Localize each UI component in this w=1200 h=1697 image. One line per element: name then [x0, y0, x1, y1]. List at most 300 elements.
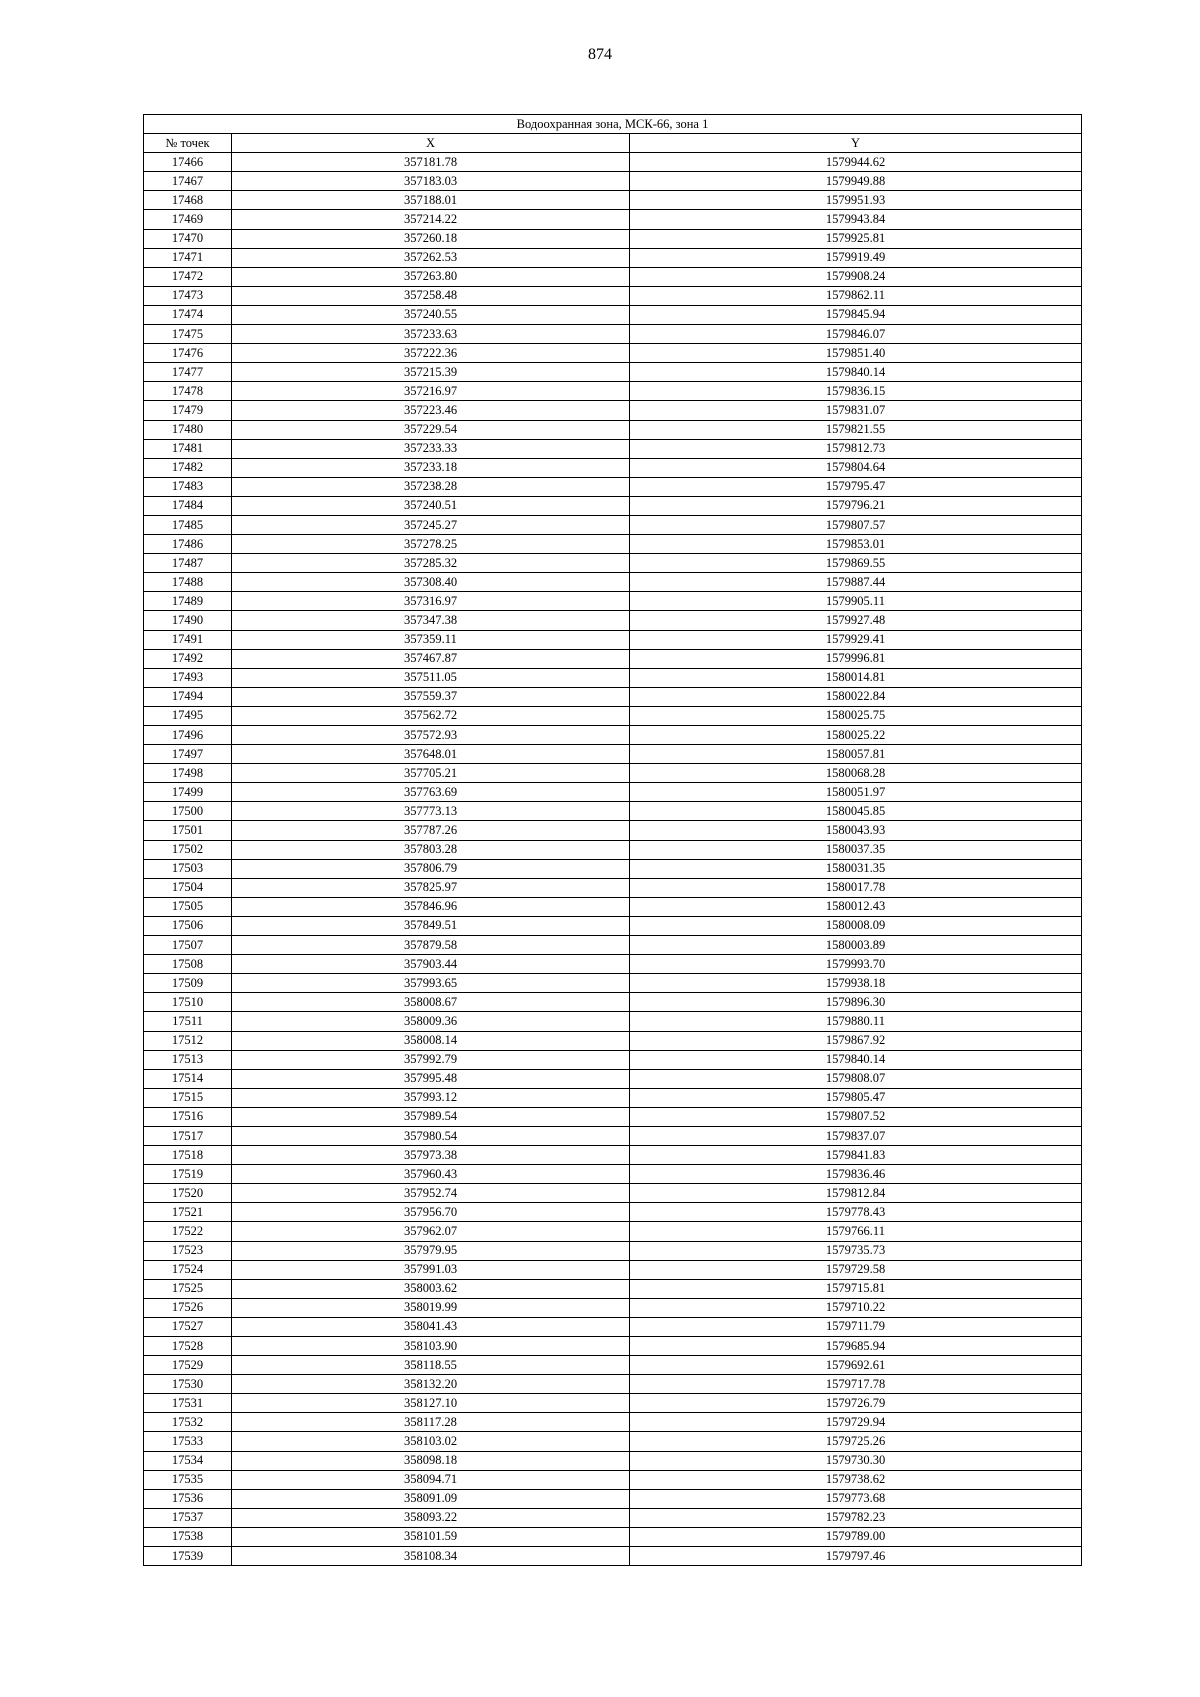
x-coordinate-cell: 357223.46 [232, 401, 630, 420]
x-coordinate-cell: 357879.58 [232, 936, 630, 955]
x-coordinate-cell: 358008.67 [232, 993, 630, 1012]
table-row [144, 515, 1082, 534]
y-coordinate-cell: 1579726.79 [630, 1394, 1082, 1413]
x-coordinate-cell: 358117.28 [232, 1413, 630, 1432]
point-number-cell: 17521 [144, 1203, 232, 1222]
y-coordinate-cell: 1579908.24 [630, 267, 1082, 286]
table-row [144, 649, 1082, 668]
x-coordinate-cell: 357278.25 [232, 535, 630, 554]
y-coordinate-cell: 1579949.88 [630, 172, 1082, 191]
y-coordinate-cell: 1579837.07 [630, 1126, 1082, 1145]
y-coordinate-cell: 1579929.41 [630, 630, 1082, 649]
point-number-cell: 17499 [144, 783, 232, 802]
point-number-cell: 17524 [144, 1260, 232, 1279]
y-coordinate-cell: 1579831.07 [630, 401, 1082, 420]
table-row [144, 1012, 1082, 1031]
point-number-cell: 17536 [144, 1489, 232, 1508]
x-coordinate-cell: 357962.07 [232, 1222, 630, 1241]
y-coordinate-cell: 1579927.48 [630, 611, 1082, 630]
table-row [144, 496, 1082, 515]
y-coordinate-cell: 1579778.43 [630, 1203, 1082, 1222]
table-row [144, 344, 1082, 363]
x-coordinate-cell: 358008.14 [232, 1031, 630, 1050]
y-coordinate-cell: 1580022.84 [630, 687, 1082, 706]
table-row [144, 286, 1082, 305]
point-number-cell: 17492 [144, 649, 232, 668]
coordinates-table [143, 114, 1082, 1566]
table-row [144, 1375, 1082, 1394]
point-number-cell: 17497 [144, 745, 232, 764]
point-number-cell: 17501 [144, 821, 232, 840]
table-title-row [144, 115, 1082, 134]
y-coordinate-cell: 1579692.61 [630, 1356, 1082, 1375]
y-coordinate-cell: 1579938.18 [630, 974, 1082, 993]
point-number-cell: 17468 [144, 191, 232, 210]
table-row [144, 439, 1082, 458]
x-coordinate-cell: 357973.38 [232, 1146, 630, 1165]
y-coordinate-cell: 1580017.78 [630, 878, 1082, 897]
point-number-cell: 17470 [144, 229, 232, 248]
x-coordinate-cell: 357648.01 [232, 745, 630, 764]
table-row [144, 687, 1082, 706]
point-number-cell: 17488 [144, 573, 232, 592]
table-row [144, 974, 1082, 993]
x-coordinate-cell: 357233.63 [232, 325, 630, 344]
table-row [144, 726, 1082, 745]
x-coordinate-cell: 357262.53 [232, 248, 630, 267]
x-coordinate-cell: 357960.43 [232, 1165, 630, 1184]
x-coordinate-cell: 357233.33 [232, 439, 630, 458]
point-number-cell: 17471 [144, 248, 232, 267]
x-coordinate-cell: 357233.18 [232, 458, 630, 477]
x-coordinate-cell: 357992.79 [232, 1050, 630, 1069]
point-number-cell: 17480 [144, 420, 232, 439]
y-coordinate-cell: 1579840.14 [630, 363, 1082, 382]
y-coordinate-cell: 1580003.89 [630, 936, 1082, 955]
point-number-cell: 17489 [144, 592, 232, 611]
x-coordinate-cell: 357995.48 [232, 1069, 630, 1088]
table-row [144, 363, 1082, 382]
point-number-cell: 17526 [144, 1298, 232, 1317]
table-row [144, 1107, 1082, 1126]
y-coordinate-cell: 1579951.93 [630, 191, 1082, 210]
point-number-cell: 17539 [144, 1547, 232, 1566]
table-row [144, 1050, 1082, 1069]
point-number-cell: 17525 [144, 1279, 232, 1298]
y-coordinate-cell: 1579944.62 [630, 153, 1082, 172]
table-row [144, 305, 1082, 324]
table-row [144, 1146, 1082, 1165]
page-number: 874 [588, 46, 612, 63]
point-number-cell: 17529 [144, 1356, 232, 1375]
y-coordinate-cell: 1579808.07 [630, 1069, 1082, 1088]
table-row [144, 592, 1082, 611]
y-coordinate-cell: 1580031.35 [630, 859, 1082, 878]
point-number-cell: 17481 [144, 439, 232, 458]
y-coordinate-cell: 1579738.62 [630, 1470, 1082, 1489]
point-number-cell: 17531 [144, 1394, 232, 1413]
column-header-y: Y [630, 134, 1082, 153]
x-coordinate-cell: 358101.59 [232, 1527, 630, 1546]
point-number-cell: 17486 [144, 535, 232, 554]
y-coordinate-cell: 1580012.43 [630, 897, 1082, 916]
y-coordinate-cell: 1579773.68 [630, 1489, 1082, 1508]
x-coordinate-cell: 357308.40 [232, 573, 630, 592]
table-row [144, 210, 1082, 229]
x-coordinate-cell: 357263.80 [232, 267, 630, 286]
x-coordinate-cell: 358091.09 [232, 1489, 630, 1508]
table-row [144, 840, 1082, 859]
y-coordinate-cell: 1579807.52 [630, 1107, 1082, 1126]
point-number-cell: 17513 [144, 1050, 232, 1069]
x-coordinate-cell: 357240.51 [232, 496, 630, 515]
y-coordinate-cell: 1579880.11 [630, 1012, 1082, 1031]
x-coordinate-cell: 357803.28 [232, 840, 630, 859]
table-row [144, 878, 1082, 897]
point-number-cell: 17505 [144, 897, 232, 916]
y-coordinate-cell: 1579851.40 [630, 344, 1082, 363]
point-number-cell: 17494 [144, 687, 232, 706]
table-row [144, 1165, 1082, 1184]
point-number-cell: 17519 [144, 1165, 232, 1184]
y-coordinate-cell: 1579996.81 [630, 649, 1082, 668]
x-coordinate-cell: 358003.62 [232, 1279, 630, 1298]
y-coordinate-cell: 1579796.21 [630, 496, 1082, 515]
point-number-cell: 17537 [144, 1508, 232, 1527]
y-coordinate-cell: 1579812.73 [630, 439, 1082, 458]
x-coordinate-cell: 357991.03 [232, 1260, 630, 1279]
x-coordinate-cell: 357222.36 [232, 344, 630, 363]
table-row [144, 325, 1082, 344]
table-title: Водоохранная зона, МСК-66, зона 1 [144, 115, 1082, 134]
y-coordinate-cell: 1580008.09 [630, 916, 1082, 935]
y-coordinate-cell: 1579821.55 [630, 420, 1082, 439]
x-coordinate-cell: 357562.72 [232, 706, 630, 725]
x-coordinate-cell: 357359.11 [232, 630, 630, 649]
point-number-cell: 17476 [144, 344, 232, 363]
table-row [144, 1260, 1082, 1279]
table-row [144, 764, 1082, 783]
table-header-row [144, 134, 1082, 153]
y-coordinate-cell: 1580051.97 [630, 783, 1082, 802]
table-row [144, 1241, 1082, 1260]
point-number-cell: 17473 [144, 286, 232, 305]
y-coordinate-cell: 1579812.84 [630, 1184, 1082, 1203]
table-row [144, 1337, 1082, 1356]
table-row [144, 1279, 1082, 1298]
y-coordinate-cell: 1579805.47 [630, 1088, 1082, 1107]
x-coordinate-cell: 357952.74 [232, 1184, 630, 1203]
x-coordinate-cell: 357347.38 [232, 611, 630, 630]
x-coordinate-cell: 357993.12 [232, 1088, 630, 1107]
x-coordinate-cell: 357825.97 [232, 878, 630, 897]
table-row [144, 1069, 1082, 1088]
x-coordinate-cell: 358103.02 [232, 1432, 630, 1451]
x-coordinate-cell: 357849.51 [232, 916, 630, 935]
point-number-cell: 17514 [144, 1069, 232, 1088]
point-number-cell: 17515 [144, 1088, 232, 1107]
x-coordinate-cell: 358093.22 [232, 1508, 630, 1527]
point-number-cell: 17472 [144, 267, 232, 286]
y-coordinate-cell: 1580025.75 [630, 706, 1082, 725]
x-coordinate-cell: 357238.28 [232, 477, 630, 496]
table-row [144, 1184, 1082, 1203]
point-number-cell: 17498 [144, 764, 232, 783]
y-coordinate-cell: 1579867.92 [630, 1031, 1082, 1050]
point-number-cell: 17482 [144, 458, 232, 477]
y-coordinate-cell: 1579725.26 [630, 1432, 1082, 1451]
y-coordinate-cell: 1579685.94 [630, 1337, 1082, 1356]
y-coordinate-cell: 1579846.07 [630, 325, 1082, 344]
point-number-cell: 17479 [144, 401, 232, 420]
point-number-cell: 17490 [144, 611, 232, 630]
y-coordinate-cell: 1579993.70 [630, 955, 1082, 974]
table-row [144, 1222, 1082, 1241]
x-coordinate-cell: 357285.32 [232, 554, 630, 573]
table-row [144, 267, 1082, 286]
x-coordinate-cell: 357260.18 [232, 229, 630, 248]
y-coordinate-cell: 1579717.78 [630, 1375, 1082, 1394]
x-coordinate-cell: 358098.18 [232, 1451, 630, 1470]
table-row [144, 955, 1082, 974]
table-row [144, 745, 1082, 764]
table-row [144, 554, 1082, 573]
table-row [144, 1088, 1082, 1107]
x-coordinate-cell: 357806.79 [232, 859, 630, 878]
x-coordinate-cell: 357979.95 [232, 1241, 630, 1260]
x-coordinate-cell: 358118.55 [232, 1356, 630, 1375]
point-number-cell: 17475 [144, 325, 232, 344]
table-body [144, 153, 1082, 1566]
y-coordinate-cell: 1579905.11 [630, 592, 1082, 611]
table-row [144, 706, 1082, 725]
x-coordinate-cell: 357956.70 [232, 1203, 630, 1222]
table-row [144, 821, 1082, 840]
y-coordinate-cell: 1579887.44 [630, 573, 1082, 592]
x-coordinate-cell: 357763.69 [232, 783, 630, 802]
point-number-cell: 17535 [144, 1470, 232, 1489]
table-row [144, 859, 1082, 878]
point-number-cell: 17523 [144, 1241, 232, 1260]
y-coordinate-cell: 1580043.93 [630, 821, 1082, 840]
y-coordinate-cell: 1579896.30 [630, 993, 1082, 1012]
y-coordinate-cell: 1579841.83 [630, 1146, 1082, 1165]
point-number-cell: 17493 [144, 668, 232, 687]
point-number-cell: 17469 [144, 210, 232, 229]
column-header-x: X [232, 134, 630, 153]
x-coordinate-cell: 357980.54 [232, 1126, 630, 1145]
point-number-cell: 17528 [144, 1337, 232, 1356]
table-row [144, 1432, 1082, 1451]
x-coordinate-cell: 358103.90 [232, 1337, 630, 1356]
table-row [144, 1298, 1082, 1317]
table-row [144, 1489, 1082, 1508]
y-coordinate-cell: 1579735.73 [630, 1241, 1082, 1260]
y-coordinate-cell: 1580037.35 [630, 840, 1082, 859]
y-coordinate-cell: 1580014.81 [630, 668, 1082, 687]
y-coordinate-cell: 1579766.11 [630, 1222, 1082, 1241]
table-row [144, 630, 1082, 649]
x-coordinate-cell: 358009.36 [232, 1012, 630, 1031]
table-row [144, 535, 1082, 554]
table-row [144, 1317, 1082, 1336]
point-number-cell: 17532 [144, 1413, 232, 1432]
y-coordinate-cell: 1579711.79 [630, 1317, 1082, 1336]
table-row [144, 477, 1082, 496]
table-row [144, 783, 1082, 802]
table-row [144, 1126, 1082, 1145]
y-coordinate-cell: 1579862.11 [630, 286, 1082, 305]
y-coordinate-cell: 1579715.81 [630, 1279, 1082, 1298]
point-number-cell: 17496 [144, 726, 232, 745]
point-number-cell: 17534 [144, 1451, 232, 1470]
point-number-cell: 17504 [144, 878, 232, 897]
x-coordinate-cell: 357316.97 [232, 592, 630, 611]
point-number-cell: 17477 [144, 363, 232, 382]
x-coordinate-cell: 357773.13 [232, 802, 630, 821]
point-number-cell: 17538 [144, 1527, 232, 1546]
y-coordinate-cell: 1579730.30 [630, 1451, 1082, 1470]
y-coordinate-cell: 1579836.15 [630, 382, 1082, 401]
point-number-cell: 17509 [144, 974, 232, 993]
x-coordinate-cell: 357787.26 [232, 821, 630, 840]
point-number-cell: 17507 [144, 936, 232, 955]
point-number-cell: 17483 [144, 477, 232, 496]
table-row [144, 1203, 1082, 1222]
table-row [144, 802, 1082, 821]
point-number-cell: 17520 [144, 1184, 232, 1203]
point-number-cell: 17491 [144, 630, 232, 649]
point-number-cell: 17512 [144, 1031, 232, 1050]
x-coordinate-cell: 357181.78 [232, 153, 630, 172]
point-number-cell: 17474 [144, 305, 232, 324]
table-row [144, 401, 1082, 420]
point-number-cell: 17485 [144, 515, 232, 534]
y-coordinate-cell: 1579729.94 [630, 1413, 1082, 1432]
x-coordinate-cell: 357559.37 [232, 687, 630, 706]
y-coordinate-cell: 1579869.55 [630, 554, 1082, 573]
y-coordinate-cell: 1579919.49 [630, 248, 1082, 267]
y-coordinate-cell: 1579845.94 [630, 305, 1082, 324]
x-coordinate-cell: 357572.93 [232, 726, 630, 745]
point-number-cell: 17530 [144, 1375, 232, 1394]
y-coordinate-cell: 1579797.46 [630, 1547, 1082, 1566]
table-row [144, 229, 1082, 248]
x-coordinate-cell: 358108.34 [232, 1547, 630, 1566]
table-row [144, 1356, 1082, 1375]
y-coordinate-cell: 1580045.85 [630, 802, 1082, 821]
x-coordinate-cell: 357511.05 [232, 668, 630, 687]
x-coordinate-cell: 358132.20 [232, 1375, 630, 1394]
x-coordinate-cell: 358041.43 [232, 1317, 630, 1336]
table-row [144, 153, 1082, 172]
table-row [144, 1547, 1082, 1566]
y-coordinate-cell: 1580057.81 [630, 745, 1082, 764]
x-coordinate-cell: 357188.01 [232, 191, 630, 210]
x-coordinate-cell: 357214.22 [232, 210, 630, 229]
x-coordinate-cell: 357467.87 [232, 649, 630, 668]
table-row [144, 458, 1082, 477]
point-number-cell: 17484 [144, 496, 232, 515]
table-row [144, 936, 1082, 955]
y-coordinate-cell: 1579836.46 [630, 1165, 1082, 1184]
x-coordinate-cell: 357183.03 [232, 172, 630, 191]
y-coordinate-cell: 1579782.23 [630, 1508, 1082, 1527]
table-row [144, 1527, 1082, 1546]
x-coordinate-cell: 357989.54 [232, 1107, 630, 1126]
table-row [144, 573, 1082, 592]
point-number-cell: 17467 [144, 172, 232, 191]
point-number-cell: 17466 [144, 153, 232, 172]
point-number-cell: 17500 [144, 802, 232, 821]
x-coordinate-cell: 358127.10 [232, 1394, 630, 1413]
table-row [144, 611, 1082, 630]
y-coordinate-cell: 1579729.58 [630, 1260, 1082, 1279]
x-coordinate-cell: 357258.48 [232, 286, 630, 305]
y-coordinate-cell: 1579943.84 [630, 210, 1082, 229]
point-number-cell: 17506 [144, 916, 232, 935]
y-coordinate-cell: 1579840.14 [630, 1050, 1082, 1069]
y-coordinate-cell: 1579789.00 [630, 1527, 1082, 1546]
x-coordinate-cell: 357993.65 [232, 974, 630, 993]
point-number-cell: 17518 [144, 1146, 232, 1165]
y-coordinate-cell: 1579925.81 [630, 229, 1082, 248]
y-coordinate-cell: 1579795.47 [630, 477, 1082, 496]
table-row [144, 1031, 1082, 1050]
point-number-cell: 17517 [144, 1126, 232, 1145]
y-coordinate-cell: 1580068.28 [630, 764, 1082, 783]
x-coordinate-cell: 357903.44 [232, 955, 630, 974]
table-row [144, 668, 1082, 687]
table-row [144, 1470, 1082, 1489]
x-coordinate-cell: 358094.71 [232, 1470, 630, 1489]
y-coordinate-cell: 1579853.01 [630, 535, 1082, 554]
x-coordinate-cell: 357846.96 [232, 897, 630, 916]
x-coordinate-cell: 357245.27 [232, 515, 630, 534]
point-number-cell: 17511 [144, 1012, 232, 1031]
table-row [144, 1451, 1082, 1470]
table-row [144, 1508, 1082, 1527]
x-coordinate-cell: 357705.21 [232, 764, 630, 783]
x-coordinate-cell: 357240.55 [232, 305, 630, 324]
x-coordinate-cell: 357229.54 [232, 420, 630, 439]
point-number-cell: 17502 [144, 840, 232, 859]
x-coordinate-cell: 357216.97 [232, 382, 630, 401]
table-row [144, 993, 1082, 1012]
y-coordinate-cell: 1579804.64 [630, 458, 1082, 477]
x-coordinate-cell: 357215.39 [232, 363, 630, 382]
table-row [144, 420, 1082, 439]
table-row [144, 382, 1082, 401]
table-row [144, 1413, 1082, 1432]
y-coordinate-cell: 1579710.22 [630, 1298, 1082, 1317]
table-row [144, 172, 1082, 191]
point-number-cell: 17510 [144, 993, 232, 1012]
y-coordinate-cell: 1580025.22 [630, 726, 1082, 745]
point-number-cell: 17533 [144, 1432, 232, 1451]
table-row [144, 916, 1082, 935]
x-coordinate-cell: 358019.99 [232, 1298, 630, 1317]
table-row [144, 248, 1082, 267]
point-number-cell: 17478 [144, 382, 232, 401]
table-row [144, 191, 1082, 210]
point-number-cell: 17495 [144, 706, 232, 725]
point-number-cell: 17487 [144, 554, 232, 573]
column-header-point-number: № точек [144, 134, 232, 153]
table-row [144, 897, 1082, 916]
point-number-cell: 17503 [144, 859, 232, 878]
y-coordinate-cell: 1579807.57 [630, 515, 1082, 534]
